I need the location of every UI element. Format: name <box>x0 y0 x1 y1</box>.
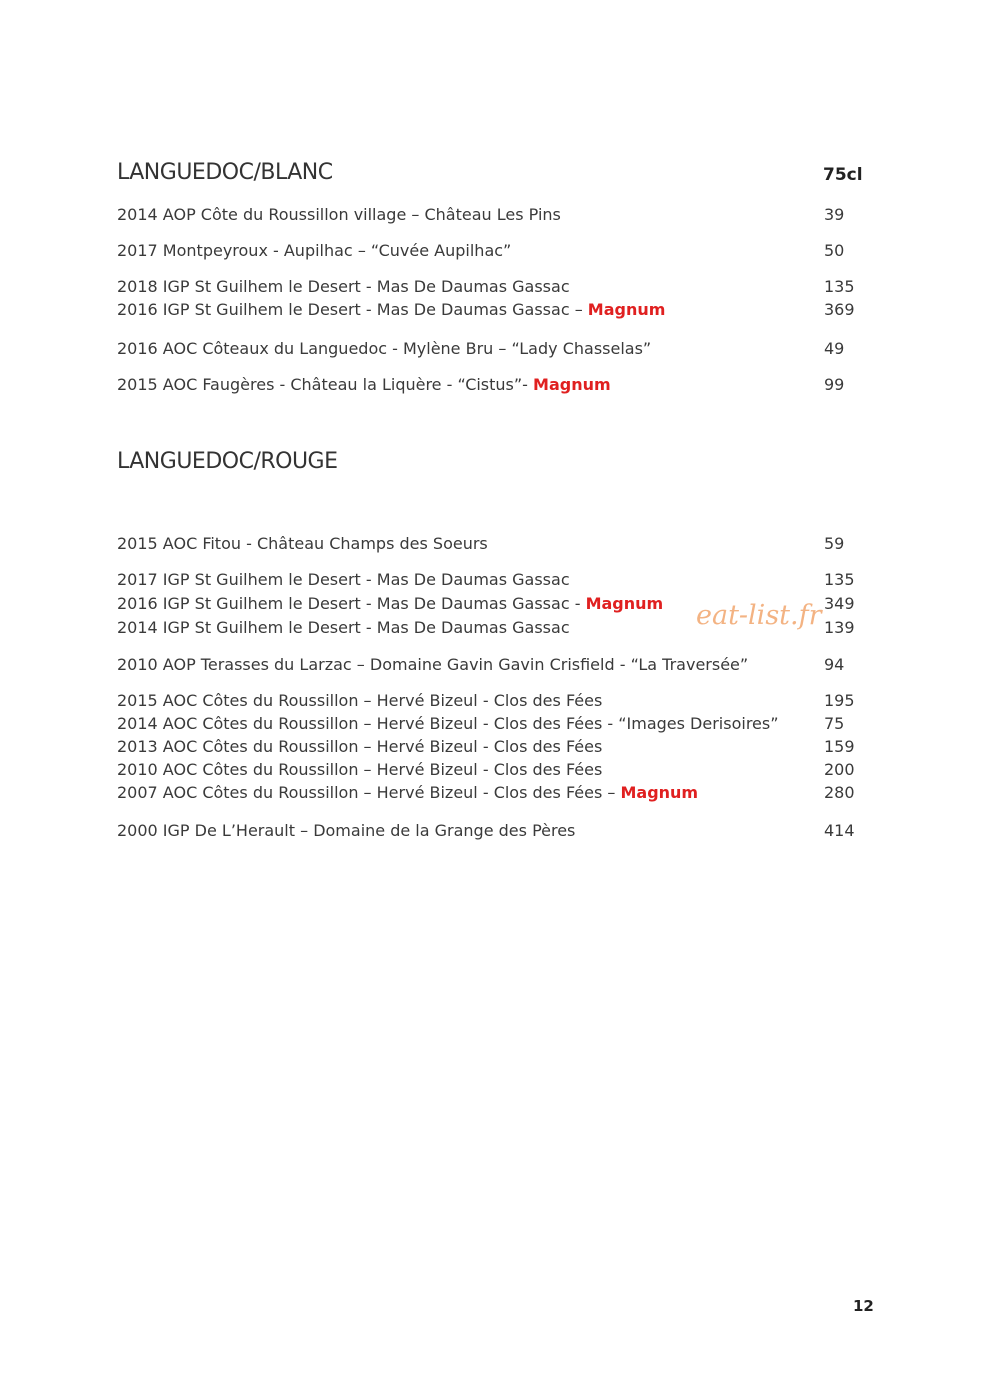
wine-price: 349 <box>824 594 855 613</box>
wine-row <box>117 820 862 842</box>
volume-header: 75cl <box>823 165 863 185</box>
wine-name-text: 2010 AOP Terasses du Larzac – Domaine Gavin Gavin Crisfield - “La Traversée” <box>117 655 749 674</box>
wine-row <box>117 736 862 758</box>
wine-row <box>117 782 862 804</box>
wine-row <box>117 299 862 321</box>
wine-name <box>117 204 561 226</box>
wine-name <box>117 654 748 676</box>
wine-name-text: 2018 IGP St Guilhem le Desert - Mas De Daumas Gassac <box>117 277 570 296</box>
wine-name <box>117 569 570 591</box>
wine-price: 159 <box>824 737 855 756</box>
wine-row <box>117 240 862 262</box>
wine-name <box>117 338 651 360</box>
wine-name-text: 2017 Montpeyroux - Aupilhac – “Cuvée Aupilhac” <box>117 241 512 260</box>
magnum-label: Magnum <box>533 375 611 394</box>
wine-name <box>117 713 779 735</box>
wine-name-text: 2000 IGP De L’Herault – Domaine de la Grange des Pères <box>117 821 576 840</box>
wine-price: 135 <box>824 277 855 296</box>
wine-price: 75 <box>824 714 845 733</box>
section-title-blanc: LANGUEDOC/BLANC <box>117 160 333 185</box>
wine-price: 39 <box>824 205 845 224</box>
wine-name <box>117 276 570 298</box>
section-title-rouge: LANGUEDOC/ROUGE <box>117 449 338 474</box>
wine-price: 195 <box>824 691 855 710</box>
wine-name-text: 2007 AOC Côtes du Roussillon – Hervé Bizeul - Clos des Fées – <box>117 783 621 802</box>
wine-name-text: 2014 IGP St Guilhem le Desert - Mas De Daumas Gassac <box>117 618 570 637</box>
wine-price: 135 <box>824 570 855 589</box>
wine-name-text: 2016 IGP St Guilhem le Desert - Mas De Daumas Gassac – <box>117 300 588 319</box>
wine-price: 139 <box>824 618 855 637</box>
wine-name-text: 2015 AOC Faugères - Château la Liquère - “Cistus”- <box>117 375 534 394</box>
wine-name-text: 2010 AOC Côtes du Roussillon – Hervé Bizeul - Clos des Fées <box>117 760 603 779</box>
wine-row <box>117 374 862 396</box>
wine-name <box>117 759 602 781</box>
wine-price: 59 <box>824 534 845 553</box>
wine-name-text: 2014 AOC Côtes du Roussillon – Hervé Bizeul - Clos des Fées - “Images Derisoires” <box>117 714 779 733</box>
wine-price: 280 <box>824 783 855 802</box>
wine-name <box>117 820 575 842</box>
wine-row <box>117 690 862 712</box>
wine-name <box>117 240 511 262</box>
wine-name-text: 2016 AOC Côteaux du Languedoc - Mylène Bru – “Lady Chasselas” <box>117 339 652 358</box>
wine-name-text: 2016 IGP St Guilhem le Desert - Mas De Daumas Gassac - <box>117 594 586 613</box>
magnum-label: Magnum <box>587 300 666 319</box>
wine-name <box>117 736 602 758</box>
wine-name <box>117 533 488 555</box>
wine-row <box>117 204 862 226</box>
wine-name-text: 2015 AOC Côtes du Roussillon – Hervé Bizeul - Clos des Fées <box>117 691 603 710</box>
wine-name <box>117 617 570 639</box>
wine-price: 94 <box>824 655 845 674</box>
wine-name <box>117 782 698 804</box>
wine-price: 414 <box>824 821 855 840</box>
wine-name <box>117 299 665 321</box>
wine-row <box>117 276 862 298</box>
wine-price: 99 <box>824 375 845 394</box>
magnum-label: Magnum <box>585 594 664 613</box>
magnum-label: Magnum <box>620 783 699 802</box>
wine-price: 369 <box>824 300 855 319</box>
wine-name-text: 2013 AOC Côtes du Roussillon – Hervé Bizeul - Clos des Fées <box>117 737 603 756</box>
wine-row <box>117 338 862 360</box>
wine-price: 50 <box>824 241 845 260</box>
wine-name-text: 2017 IGP St Guilhem le Desert - Mas De Daumas Gassac <box>117 570 570 589</box>
page-number: 12 <box>853 1297 874 1315</box>
wine-name <box>117 593 663 615</box>
wine-row <box>117 654 862 676</box>
wine-name-text: 2015 AOC Fitou - Château Champs des Soeurs <box>117 534 488 553</box>
wine-price: 200 <box>824 760 855 779</box>
watermark: eat-list.fr <box>696 600 822 631</box>
wine-name-text: 2014 AOP Côte du Roussillon village – Château Les Pins <box>117 205 561 224</box>
wine-name <box>117 374 611 396</box>
wine-name <box>117 690 602 712</box>
wine-row <box>117 713 862 735</box>
wine-row <box>117 759 862 781</box>
wine-row <box>117 533 862 555</box>
wine-row <box>117 569 862 591</box>
wine-price: 49 <box>824 339 845 358</box>
